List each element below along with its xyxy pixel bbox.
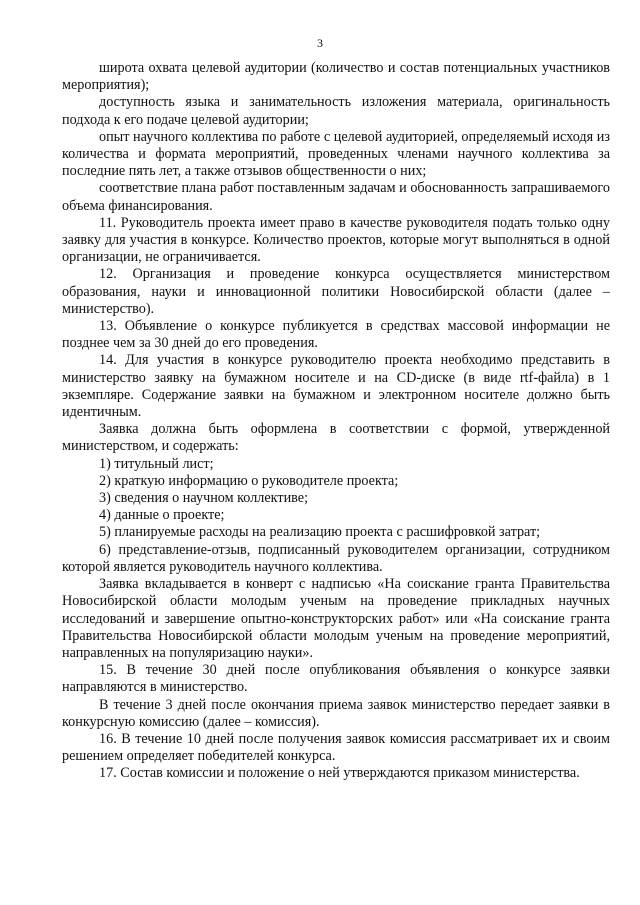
clause-16-paragraph: 16. В течение 10 дней после получения заявок комиссия рассматривает их и своим решением определяет победителей конкурса. [62,730,610,765]
document-body [62,60,610,783]
application-list-item-6: 6) представление-отзыв, подписанный руководителем организации, сотрудником которой является руководитель научного коллектива. [62,541,610,575]
application-list-item-2: 2) краткую информацию о руководителе проекта; [99,472,399,489]
criterion-reach-paragraph: широта охвата целевой аудитории (количество и состав потенциальных участников мероприятия); [62,60,610,94]
application-list-item-1: 1) титульный лист; [99,455,214,472]
clause-13-paragraph: 13. Объявление о конкурсе публикуется в средствах массовой информации не позднее чем за 30 дней до его проведения. [62,318,610,352]
transfer-paragraph: В течение 3 дней после окончания приема заявок министерство передает заявки в конкурсную комиссию (далее – комиссия). [62,696,610,730]
criterion-language-paragraph: доступность языка и занимательность изложения материала, оригинальность подхода к его подаче целевой аудитории; [62,94,610,128]
clause-14-paragraph: 14. Для участия в конкурсе руководителю проекта необходимо представить в министерство заявку на бумажном носителе и на CD-диске (в виде rtf-файла) в 1 экземпляре. Содержание заявки на бумажном и электронном носителе должно быть идентичным. [62,352,610,421]
clause-12-paragraph: 12. Организация и проведение конкурса осуществляется министерством образования, науки и инновационной политики Новосибирской области (далее – министерство). [62,266,610,317]
application-list-item-5: 5) планируемые расходы на реализацию проекта с расшифровкой затрат; [99,524,541,541]
criterion-experience-paragraph: опыт научного коллектива по работе с целевой аудиторией, определяемый исходя из количества и формата мероприятий, проведенных членами научного коллектива за последние пять лет, а также отзывов общественности о них; [62,128,610,180]
criterion-budget-paragraph: соответствие плана работ поставленным задачам и обоснованность запрашиваемого объема финансирования. [62,180,610,214]
application-form-paragraph: Заявка должна быть оформлена в соответствии с формой, утвержденной министерством, и содержать: [62,421,610,455]
clause-15-paragraph: 15. В течение 30 дней после опубликования объявления о конкурсе заявки направляются в министерство. [62,662,610,696]
page-number: 3 [317,36,323,50]
clause-17-paragraph: 17. Состав комиссии и положение о ней утверждаются приказом министерства. [99,765,580,782]
clause-11-paragraph: 11. Руководитель проекта имеет право в качестве руководителя подать только одну заявку для участия в конкурсе. Количество проектов, которые могут выполняться в одной организации, не ограничивается. [62,214,610,266]
envelope-paragraph: Заявка вкладывается в конверт с надписью «На соискание гранта Правительства Новосибирской области молодым ученым на проведение прикладных научных исследований и завершение опытно-конструкторских работ» или «На соискание гранта Правительства Новосибирской области молодым ученым на проведение мероприятий, направленных на популяризацию науки». [62,576,610,661]
application-list-item-3: 3) сведения о научном коллективе; [99,490,309,507]
application-list-item-4: 4) данные о проекте; [99,507,225,524]
